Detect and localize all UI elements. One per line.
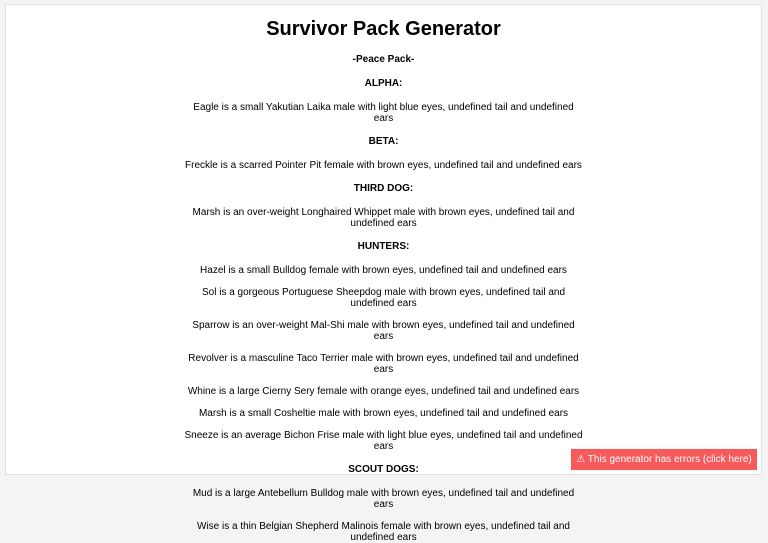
dog-description: Sparrow is an over-weight Mal-Shi male with brown eyes, undefined tail and undefined ears [192, 320, 575, 342]
section-heading-scout-dogs: SCOUT DOGS: [348, 464, 419, 475]
dog-description: Marsh is an over-weight Longhaired Whippet male with brown eyes, undefined tail and undefined ears [192, 207, 575, 229]
generator-output [184, 5, 584, 543]
dog-description: Freckle is a scarred Pointer Pit female with brown eyes, undefined tail and undefined ears [185, 160, 582, 171]
dog-description: Mud is a large Antebellum Bulldog male with brown eyes, undefined tail and undefined ears [192, 488, 575, 510]
dog-description: Whine is a large Cierny Sery female with orange eyes, undefined tail and undefined ears [187, 386, 580, 397]
generator-output-card [5, 4, 762, 543]
dog-description: Revolver is a masculine Taco Terrier male with brown eyes, undefined tail and undefined ears [188, 353, 579, 375]
generator-errors-button[interactable]: ⚠ This generator has errors (click here) ⚠ [571, 449, 757, 470]
section-heading-alpha: ALPHA: [364, 78, 403, 89]
dog-description: Sol is a gorgeous Portuguese Sheepdog male with brown eyes, undefined tail and undefined ears [201, 287, 566, 309]
section-heading-hunters: HUNTERS: [357, 241, 410, 252]
section-heading-third-dog: THIRD DOG: [353, 183, 414, 194]
dog-description: Marsh is a small Cosheltie male with brown eyes, undefined tail and undefined ears [198, 408, 569, 419]
dog-description: Wise is a thin Belgian Shepherd Malinois female with brown eyes, undefined tail and undefined ears [197, 521, 570, 543]
dog-description: Sneeze is an average Bichon Frise male with light blue eyes, undefined tail and undefined ears [184, 430, 583, 452]
section-heading-beta: BETA: [368, 136, 399, 147]
dog-description: Eagle is a small Yakutian Laika male with light blue eyes, undefined tail and undefined ears [193, 102, 574, 124]
page-title: Survivor Pack Generator [266, 18, 501, 40]
pack-name: -Peace Pack- [352, 54, 415, 65]
dog-description: Hazel is a small Bulldog female with brown eyes, undefined tail and undefined ears [200, 265, 567, 276]
